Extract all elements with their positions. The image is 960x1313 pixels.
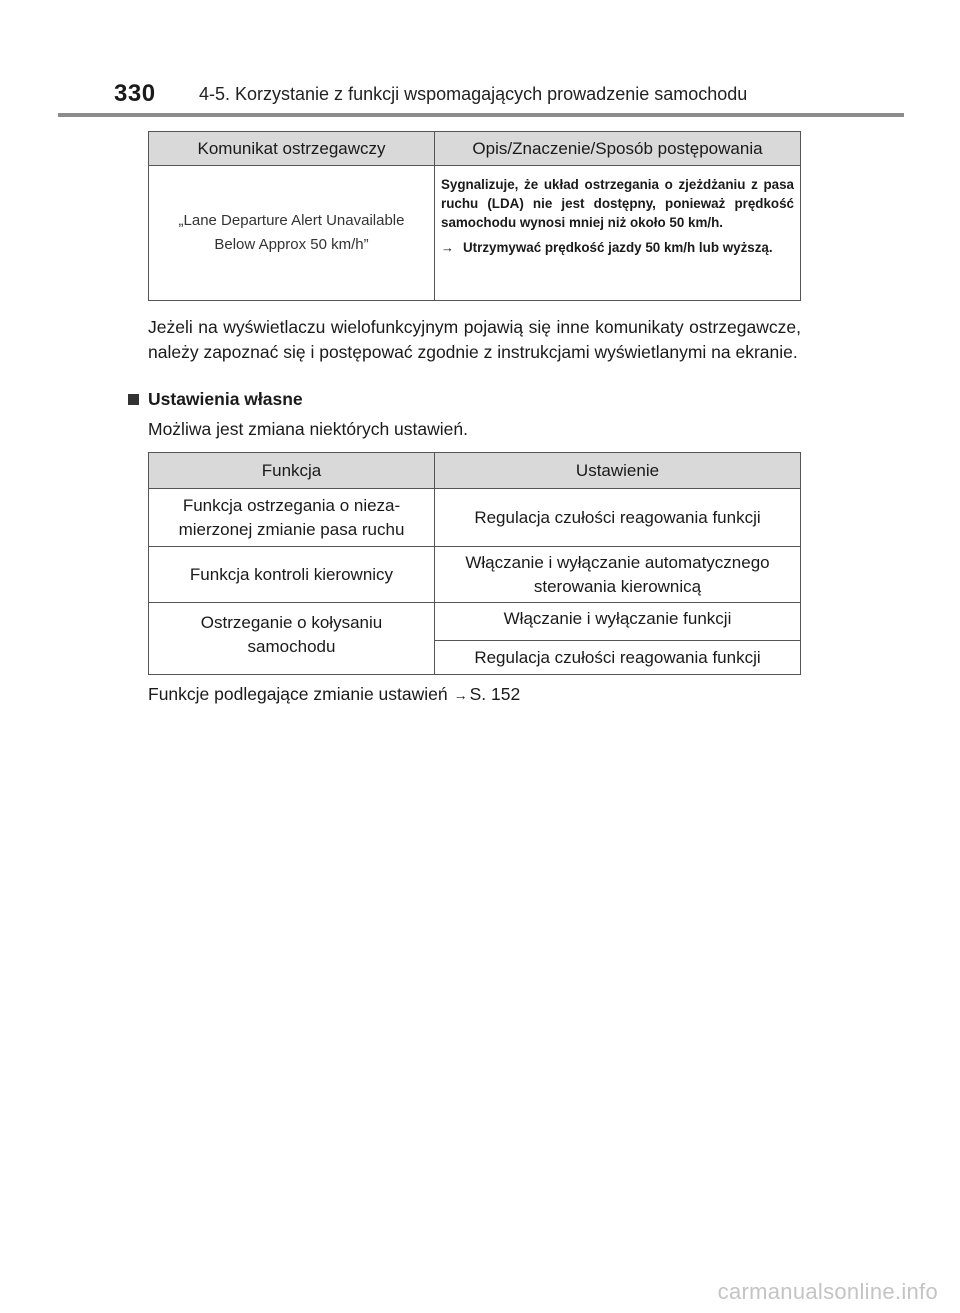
cross-reference-note — [148, 684, 520, 705]
function-line: mierzonej zmianie pasa ruchu — [178, 519, 405, 539]
warning-table-header-description: Opis/Znaczenie/Sposób postępowania — [435, 132, 801, 166]
table-row — [149, 166, 801, 301]
header-divider — [58, 113, 904, 117]
settings-table — [148, 452, 801, 675]
section-subtitle: Możliwa jest zmiana niektórych ustawień. — [148, 419, 468, 439]
cross-reference-text: Funkcje podlegające zmianie ustawień — [148, 684, 448, 704]
function-line: Ostrzeganie o kołysaniu — [200, 613, 383, 632]
warning-message-line: „Lane Departure Alert Unavailable — [178, 212, 405, 229]
setting-cell: Regulacja czułości reagowania funkcji — [435, 641, 801, 675]
function-line: samochodu — [247, 637, 336, 656]
warning-description-cell — [435, 166, 801, 301]
body-paragraph: Jeżeli na wyświetlaczu wielofunkcyjnym pojawią się inne komunikaty ostrzegawcze, należy zapoznać się i postępować zgodnie z instrukcjami wyświetlanymi na ekranie. — [148, 317, 801, 362]
arrow-right-icon: → — [441, 240, 454, 255]
section-heading — [128, 389, 303, 410]
arrow-right-icon: → — [453, 686, 468, 703]
setting-cell: Regulacja czułości reagowania funkcji — [435, 489, 801, 547]
settings-table-header-setting: Ustawienie — [435, 453, 801, 489]
warning-message-line: Below Approx 50 km/h” — [214, 236, 369, 253]
table-row — [149, 489, 801, 547]
action-line — [441, 238, 794, 257]
table-row — [149, 603, 801, 641]
table-row — [149, 547, 801, 603]
square-bullet-icon — [128, 394, 139, 405]
chapter-title: 4-5. Korzystanie z funkcji wspomagających prowadzenie samochodu — [199, 84, 748, 104]
cross-reference-page: S. 152 — [469, 684, 521, 704]
watermark: carmanualsonline.info — [717, 1279, 938, 1304]
function-cell: Funkcja kontroli kierownicy — [149, 547, 435, 603]
settings-table-header-function: Funkcja — [149, 453, 435, 489]
setting-cell: Włączanie i wyłączanie funkcji — [435, 603, 801, 641]
action-text: Utrzymywać prędkość jazdy 50 km/h lub wyższą. — [463, 240, 773, 255]
warning-message-table — [148, 131, 801, 301]
page-number: 330 — [114, 80, 156, 107]
setting-line: sterowania kierownicą — [533, 576, 702, 596]
section-title: Ustawienia własne — [148, 389, 303, 409]
function-cell — [149, 489, 435, 547]
warning-message-cell — [149, 166, 435, 301]
setting-line: Włączanie i wyłączanie automatycznego — [465, 552, 770, 572]
setting-cell — [435, 547, 801, 603]
function-cell — [149, 603, 435, 675]
function-line: Funkcja ostrzegania o nieza- — [182, 495, 401, 515]
warning-description-text: Sygnalizuje, że układ ostrzegania o zjeżdżaniu z pasa ruchu (LDA) nie jest dostępny, ponieważ prędkość samochodu wynosi mniej niż około 50 km/h. — [441, 177, 794, 230]
warning-table-header-message: Komunikat ostrzegawczy — [149, 132, 435, 166]
page-header — [0, 0, 960, 120]
